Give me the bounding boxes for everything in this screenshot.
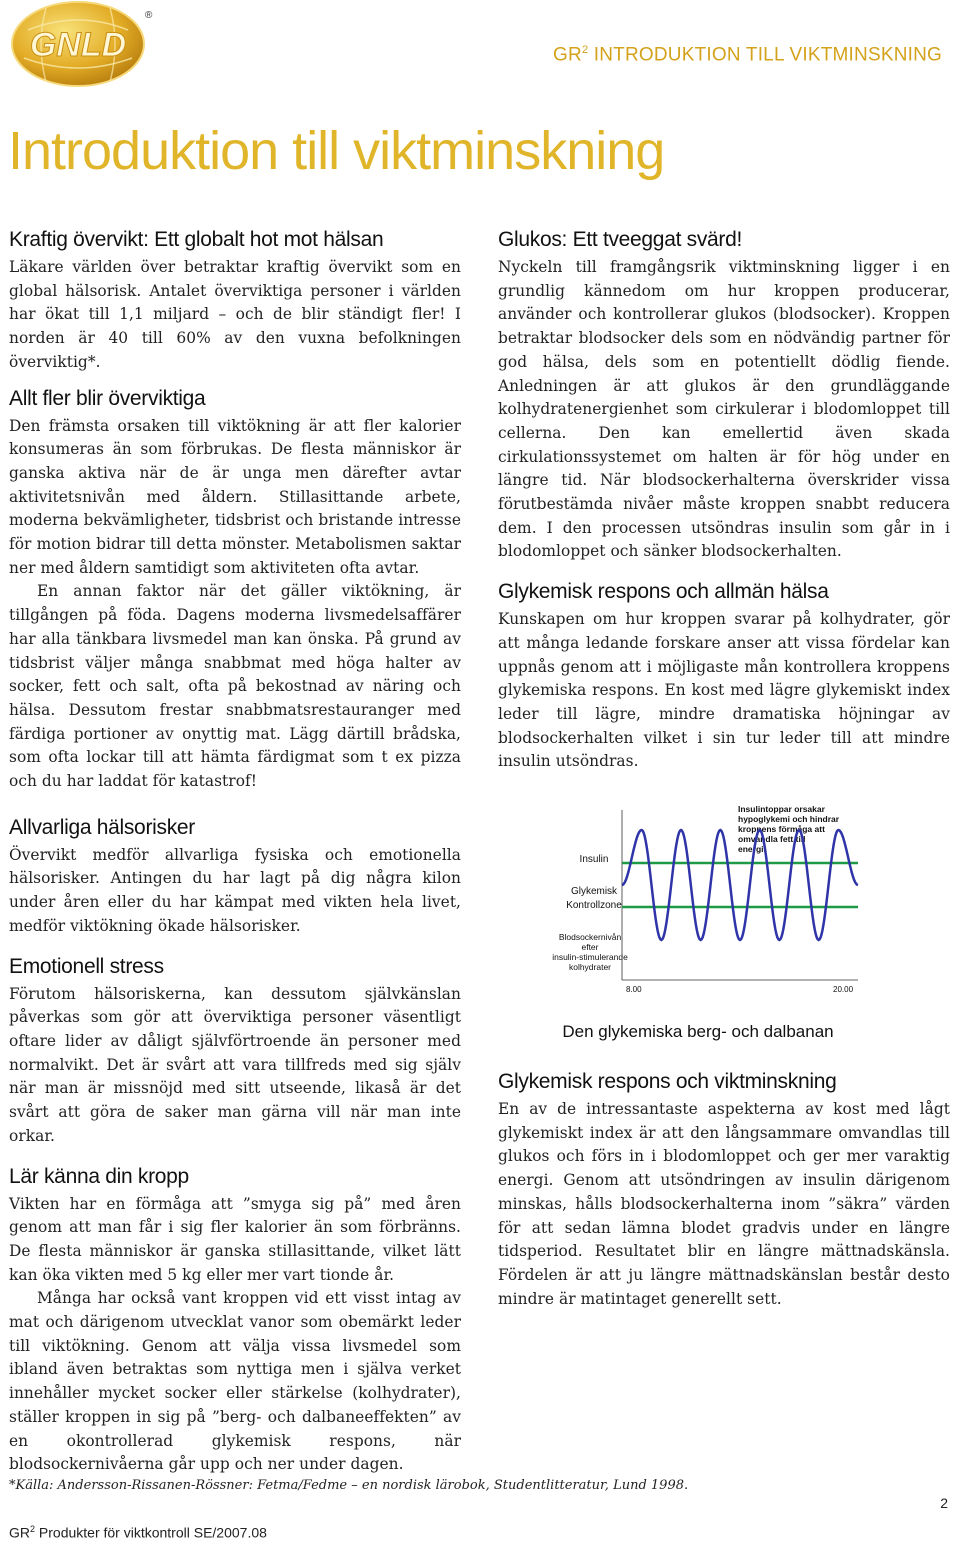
chart-annotation bbox=[738, 804, 840, 854]
paragraph: En av de intressantaste aspekterna av kost med lågt glykemiskt index är att den långsammare omvandlas till glukos och förs in i blodomloppet och ger mer varaktig energi. Genom att utsöndringen av insulin därigenom minskas, hålls blodsockerhalterna inom ”säkra” värden för att sedan lämna blodet gradvis under en längre tidsperiod. Resultatet blir en längre mättnadskänsla. Fördelen är att ju längre mättnadskänslan består desto mindre är matintaget generellt sett. bbox=[498, 1100, 950, 1308]
paragraph: Övervikt medför allvarliga fysiska och emotionella hälsorisker. Antingen du har lagt på dig några kilon under åren eller du har kämpat med vikten hela livet, medför viktökning ökade hälsorisker. bbox=[9, 845, 461, 935]
left-column bbox=[9, 228, 461, 1489]
section-heading: Glukos: Ett tveeggat svärd! bbox=[498, 228, 743, 251]
chart-caption: Den glykemiska berg- och dalbanan bbox=[562, 1022, 834, 1041]
chart-label-line: kroppens förmåga att bbox=[738, 824, 825, 834]
chart-x-tick-start: 8.00 bbox=[626, 985, 642, 994]
paragraph: Läkare världen över betraktar kraftig övervikt som en global hälsorisk. Antalet överviktiga personer i världen har ökat till 1,1 miljard – och de blir ständigt fler! I norden är 40 till 60% av den vuxna befolkningen överviktig*. bbox=[9, 258, 461, 371]
section-heading: Allvarliga hälsorisker bbox=[9, 815, 195, 839]
section-glycemic-health bbox=[498, 580, 950, 774]
chart-label-line: insulin-stimulerande bbox=[552, 952, 628, 962]
chart-label-line: Glykemisk bbox=[570, 886, 618, 897]
section-health-risks bbox=[9, 816, 461, 939]
paragraph: Den främsta orsaken till viktökning är att fler kalorier konsumeras än som förbrukas. De flesta människor är ganska aktiva när de är unga men därefter avtar aktivitetsnivån med åldern. Stillasittande arbete, moderna bekvämligheter, tidsbrist och bristande intresse för motion bidrar till detta mönster. Metabolismen saktar ner med åldern samtidigt som aktiviteten ofta avtar. bbox=[9, 416, 461, 577]
chart-label-line: efter bbox=[581, 942, 599, 952]
section-heading: Lär känna din kropp bbox=[9, 1164, 189, 1188]
chart-label-line: kolhydrater bbox=[568, 962, 612, 972]
section-global-threat bbox=[9, 228, 461, 375]
page-number: 2 bbox=[940, 1495, 948, 1511]
section-heading: Glykemisk respons och allmän hälsa bbox=[498, 580, 829, 604]
chart-label-zone bbox=[566, 886, 622, 911]
paragraph: Många har också vant kroppen vid ett visst intag av mat och därigenom utvecklat vanor som obemärkt leder till viktökning. Genom att välja vissa livsmedel som ibland även betraktas som nyttiga men i själva verket innehåller mycket socker eller stärkelse (kolhydrater), ställer kroppen in sig på ”berg- och dalbaneeffekten” av en okontrollerad glykemisk respons, när blodsockernivåerna går upp och ner under dagen. bbox=[9, 1289, 461, 1474]
glycemic-chart bbox=[498, 790, 950, 1050]
paragraph: Vikten har en förmåga att ”smyga sig på” med åren genom att man får i sig fler kalorier än som förbränns. De flesta människor är ganska stillasittande, vilket lätt kan öka vikten med 5 kg eller mer vart tionde år. bbox=[9, 1194, 461, 1284]
footer-product-line: $GR^2$ Produkter för viktkontroll SE/2007.08 bbox=[9, 1524, 267, 1541]
chart-label-line: Kontrollzone bbox=[566, 900, 622, 911]
section-heading: Allt fler blir överviktiga bbox=[9, 386, 206, 410]
footnote: *Källa: Andersson-Rissanen-Rössner: Fetma/Fedme – en nordisk lärobok, Studentlitteratur, Lund 1998. bbox=[9, 1478, 689, 1493]
chart-label-line: hypoglykemi och hindrar bbox=[738, 814, 840, 824]
chart-x-tick-end: 20.00 bbox=[833, 985, 854, 994]
section-heading: Glykemisk respons och viktminskning bbox=[498, 1070, 837, 1093]
chart-svg bbox=[498, 790, 950, 1050]
chart-label-line: Insulintoppar orsakar bbox=[738, 804, 825, 814]
chart-label-line: Blodsockernivån bbox=[558, 932, 622, 942]
right-column bbox=[498, 228, 950, 786]
chart-label-line: energi. bbox=[738, 844, 766, 854]
chart-label-line: omvandla fett till bbox=[738, 834, 806, 844]
paragraph: Nyckeln till framgångsrik viktminskning ligger i en grundlig kännedom om hur kroppen producerar, använder och kontrollerar glukos (blodsocker). Kroppen betraktar blodsocker dels som en nödvändig partner för god hälsa, dels som en potentiellt dödlig fiende. Anledningen är att glukos är den grundläggande kolhydratenergienhet som cirkulerar i blodomloppet till cellerna. Den kan emellertid även skada cirkulationssystemet om halten är för hög under en längre tid. När blodsockerhalterna överskrider vissa förutbestämda nivåer måste kroppen snabbt reducera dem. I den processen utsöndras insulin som går in i blodomloppet och sänker blodsockerhalten. bbox=[498, 258, 950, 561]
section-glycemic-weightloss bbox=[498, 1070, 950, 1311]
registered-mark: ® bbox=[145, 10, 153, 21]
section-more-overweight bbox=[9, 387, 461, 794]
header-section-title: $GR^2$ INTRODUKTION TILL VIKTMINSKNING bbox=[553, 44, 942, 66]
paragraph: Förutom hälsoriskerna, kan dessutom självkänslan påverkas som gör att överviktiga personer väsentligt oftare lider av dåligt självförtroende än personer med normalvikt. Det är svårt att vara tillfreds med sig själv när man är missnöjd med sitt utseende, likaså är det svårt att göra de saker man gärna vill när man inte orkar. bbox=[9, 984, 461, 1145]
chart-label-bloodsugar bbox=[552, 932, 628, 972]
section-emotional-stress bbox=[9, 955, 461, 1149]
chart-label-insulin: Insulin bbox=[579, 854, 609, 865]
section-heading: Kraftig övervikt: Ett globalt hot mot hälsan bbox=[9, 228, 384, 251]
section-heading: Emotionell stress bbox=[9, 954, 164, 978]
paragraph: Kunskapen om hur kroppen svarar på kolhydrater, gör att många ledande forskare anser att vissa fördelar kan uppnås genom att i möjligaste mån kontrollera kroppens glykemiska respons. En kost med lägre glykemiskt index leder till lägre, mindre dramatiska höjningar av blodsockerhalten vilket i sin tur leder till att mindre insulin utsöndras. bbox=[498, 610, 950, 771]
section-glucose bbox=[498, 228, 950, 564]
gnld-logo bbox=[6, 0, 156, 92]
section-know-your-body bbox=[9, 1165, 461, 1477]
page-title: Introduktion till viktminskning bbox=[8, 121, 665, 181]
logo-text: GNLD bbox=[29, 26, 127, 64]
paragraph: En annan faktor när det gäller viktökning, är tillgången på föda. Dagens moderna livsmedelsaffärer har alla tänkbara livsmedel man kan önska. På grund av tidsbrist väljer många snabbmat med höga halter av socker, fett och salt, ofta på bekostnad av näring och hälsa. Dessutom frestar snabbmatsrestauranger med färdiga portioner av onyttig mat. Lägg därtill brådska, som ofta lockar till att hämta färdigmat som t ex pizza och du har laddat för katastrof! bbox=[9, 582, 461, 791]
